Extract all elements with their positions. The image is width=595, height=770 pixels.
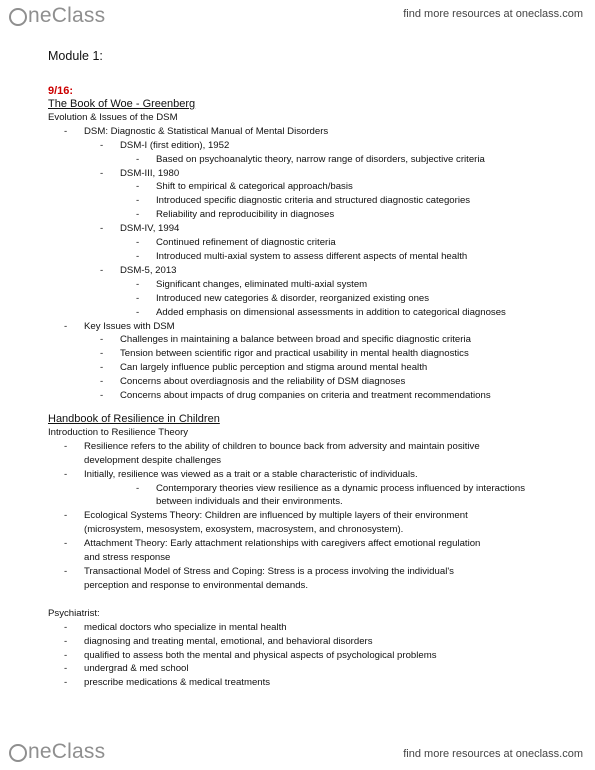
list-item: - Challenges in maintaining a balance between broad and specific diagnostic criteria [100,334,471,346]
subheading-psychiatrist: Psychiatrist: [48,607,100,619]
list-item: - Initially, resilience was viewed as a trait or a stable characteristic of individuals. [64,468,418,480]
list-item: - Reliability and reproducibility in diagnoses [136,209,335,221]
section-title-resilience: Handbook of Resilience in Children [48,412,220,425]
list-item: - medical doctors who specialize in mental health [64,621,287,633]
list-item: - Ecological Systems Theory: Children are influenced by multiple layers of their environment (microsystem, mesosystem, exosystem, macrosystem, and chronosystem). [64,510,468,536]
list-item: - Attachment Theory: Early attachment relationships with caregivers affect emotional regulation and stress response [64,538,481,564]
psychiatrist-list [48,621,568,691]
list-item: - DSM: Diagnostic & Statistical Manual of Mental Disorders [64,125,329,137]
list-item: - Shift to empirical & categorical approach/basis [136,181,353,193]
list-item: - Continued refinement of diagnostic criteria [136,237,336,249]
list-item: - qualified to assess both the mental and physical aspects of psychological problems [64,649,437,661]
list-item: - DSM-IV, 1994 [100,223,180,235]
date-heading: 9/16: [48,84,74,97]
list-item: - Introduced specific diagnostic criteria and structured diagnostic categories [136,195,471,207]
oneclass-logo[interactable]: neClass [9,4,105,28]
section-title-book-of-woe: The Book of Woe - Greenberg [48,97,196,110]
list-item: - Can largely influence public perception and stigma around mental health [100,362,428,374]
list-item: - Introduced multi-axial system to assess different aspects of mental health [136,250,468,262]
header-resources-link[interactable]: find more resources at oneclass.com [403,8,583,20]
list-item: - diagnosing and treating mental, emotional, and behavioral disorders [64,635,373,647]
list-item: - DSM-I (first edition), 1952 [100,139,230,151]
list-item: - undergrad & med school [64,663,189,675]
list-item: - DSM-III, 1980 [100,167,180,179]
resilience-list [48,440,568,593]
list-item: - Introduced new categories & disorder, reorganized existing ones [136,292,430,304]
list-item: - Resilience refers to the ability of children to bounce back from adversity and maintain positive development despite challenges [64,440,480,466]
list-item: - prescribe medications & medical treatments [64,677,271,689]
oneclass-logo-footer[interactable]: neClass [9,740,105,764]
module-title: Module 1: [48,49,103,63]
subheading-evolution: Evolution & Issues of the DSM [48,111,178,123]
list-item: - Concerns about impacts of drug companies on criteria and treatment recommendations [100,390,491,402]
list-item: - Tension between scientific rigor and practical usability in mental health diagnostics [100,348,469,360]
dsm-list [48,125,568,403]
list-item: - Added emphasis on dimensional assessments in addition to categorical diagnoses [136,306,506,318]
logo-o-icon [9,8,27,26]
page-footer [0,738,595,768]
list-item: - Contemporary theories view resilience as a dynamic process influenced by interactions between individuals and their environments. [136,482,526,508]
list-item: - DSM-5, 2013 [100,264,177,276]
footer-resources-link[interactable]: find more resources at oneclass.com [403,748,583,760]
list-item: - Transactional Model of Stress and Coping: Stress is a process involving the individual's perception and response to environmental demands. [64,566,454,591]
list-item: - Based on psychoanalytic theory, narrow range of disorders, subjective criteria [136,153,485,165]
document-body [48,50,568,690]
logo-o-icon [9,744,27,762]
list-item: - Significant changes, eliminated multi-axial system [136,278,368,290]
page-header [0,0,595,30]
list-item: - Key Issues with DSM [64,320,175,332]
list-item: - Concerns about overdiagnosis and the reliability of DSM diagnoses [100,376,406,388]
subheading-resilience-theory: Introduction to Resilience Theory [48,426,189,438]
